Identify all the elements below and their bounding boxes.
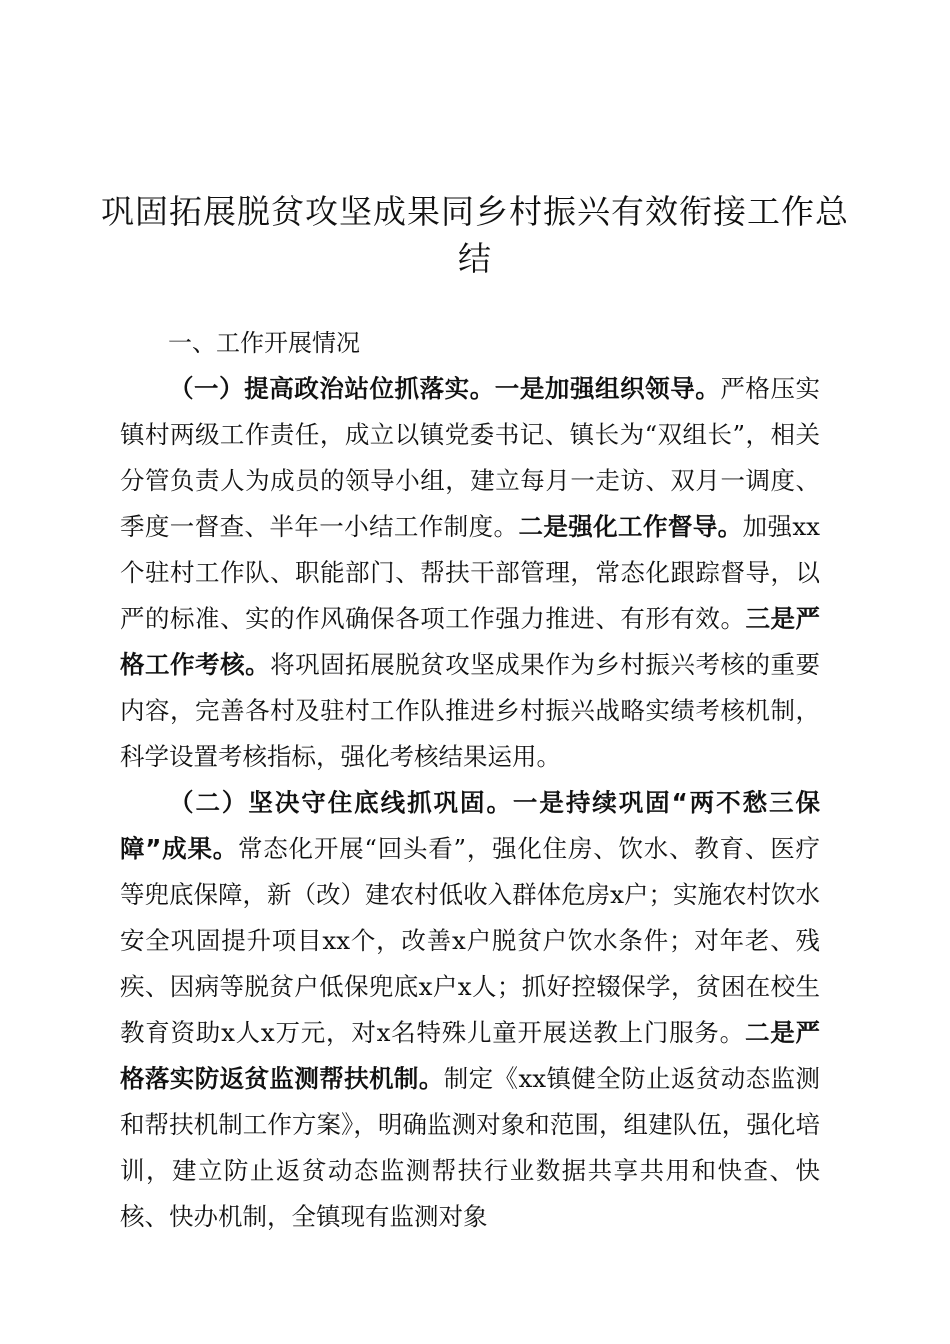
paragraph-1-lead: （一）提高政治站位抓落实。	[169, 374, 495, 403]
paragraph-1-point-2-text: 加强xx个驻村工作队、职能部门、帮扶干部管理，常态化跟踪督导，以严的标准、实的作风确保各项工作强力推进、有形有效。	[120, 512, 821, 633]
section-heading: 一、工作开展情况	[168, 329, 360, 357]
paragraph-1-point-1-text: 严格压实镇村两级工作责任，成立以镇党委书记、镇长为“双组长”，相关分管负责人为成员的领导小组，建立每月一走访、双月一调度、季度一督查、半年一小结工作制度。	[120, 374, 821, 541]
paragraph-1-point-3-text: 将巩固拓展脱贫攻坚成果作为乡村振兴考核的重要内容，完善各村及驻村工作队推进乡村振兴战略实绩考核机制，科学设置考核指标，强化考核结果运用。	[120, 650, 821, 771]
paragraph-2-point-1-label: 一是持续巩固“两不愁三保障”成果。	[120, 788, 820, 863]
document-body	[120, 320, 820, 1240]
paragraph-2-point-2-text: 制定《xx镇健全防止返贫动态监测和帮扶机制工作方案》，明确监测对象和范围，组建队伍，强化培训，建立防止返贫动态监测帮扶行业数据共享共用和快查、快核、快办机制，全镇现有监测对象	[120, 1064, 820, 1231]
paragraph-2-point-2-label: 二是严格落实防返贫监测帮扶机制。	[120, 1018, 821, 1093]
paragraph-2	[120, 780, 820, 1240]
paragraph-1-point-2-label: 二是强化工作督导。	[518, 512, 743, 541]
document-title: 巩固拓展脱贫攻坚成果同乡村振兴有效衔接工作总结	[101, 192, 849, 278]
paragraph-1	[120, 366, 820, 780]
paragraph-2-point-1-text: 常态化开展“回头看”，强化住房、饮水、教育、医疗等兜底保障，新（改）建农村低收入群体危房x户；实施农村饮水安全巩固提升项目xx个，改善x户脱贫户饮水条件；对年老、残疾、因病等脱贫户低保兜底x户x人；抓好控辍保学，贫困在校生教育资助x人x万元，对x名特殊儿童开展送教上门服务。	[120, 834, 820, 1047]
paragraph-2-lead: （二）坚决守住底线抓巩固。	[169, 788, 513, 817]
paragraph-1-point-1-label: 一是加强组织领导。	[494, 374, 721, 403]
paragraph-1-point-3-label: 三是严格工作考核。	[120, 604, 821, 679]
